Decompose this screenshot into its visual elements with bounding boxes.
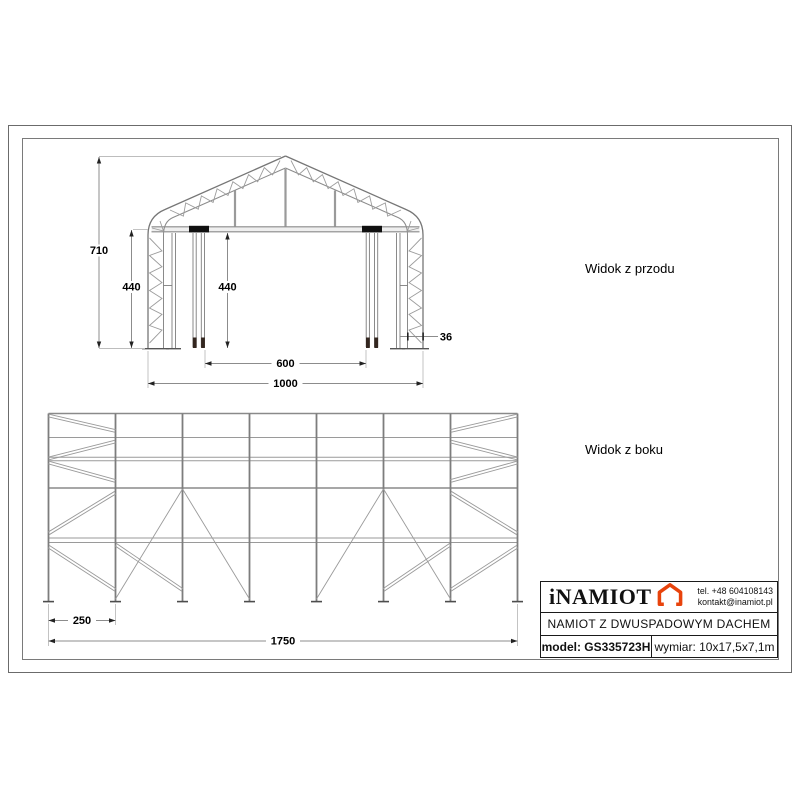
- dim-front-eave-height: 440: [122, 281, 141, 294]
- phone-number: tel. +48 604108143: [697, 585, 773, 596]
- size-spec: wymiar: 10x17,5x7,1m: [654, 639, 775, 654]
- contact-info: [697, 586, 773, 609]
- dim-side-total-length: 1750: [270, 635, 296, 648]
- title-block-brand-row: [541, 582, 777, 613]
- gable-studs: [235, 169, 335, 227]
- door-post-feet: [193, 338, 378, 349]
- front-dimensions: [87, 157, 452, 391]
- front-view: [87, 156, 452, 390]
- dim-front-total-width: 1000: [273, 378, 298, 390]
- inner-legs: [164, 233, 408, 348]
- side-view-label: Widok z boku: [585, 442, 664, 457]
- dim-front-door-height: 440: [218, 281, 237, 294]
- title-block: [540, 581, 778, 658]
- dim-front-total-height: 710: [89, 245, 109, 257]
- dim-front-door-width: 600: [276, 358, 295, 370]
- side-rails: [49, 414, 518, 543]
- side-view: [43, 414, 523, 648]
- side-dimensions: [49, 604, 518, 648]
- side-diagonal-braces: [48, 414, 519, 591]
- product-name: NAMIOT Z DWUSPADOWYM DACHEM: [541, 613, 777, 636]
- model-number: model: GS335723H: [541, 636, 652, 657]
- dim-front-leg-width: 36: [439, 331, 453, 344]
- door-a-braces: [116, 489, 451, 599]
- email-address: kontakt@inamiot.pl: [697, 597, 773, 607]
- brand-logo-text: iNAMIOT: [549, 584, 652, 609]
- title-block-bottom-row: [541, 636, 777, 657]
- dim-side-bay: 250: [72, 615, 92, 627]
- tent-house-icon: [655, 582, 685, 612]
- front-view-label: Widok z przodu: [585, 261, 675, 276]
- side-columns: [43, 414, 523, 602]
